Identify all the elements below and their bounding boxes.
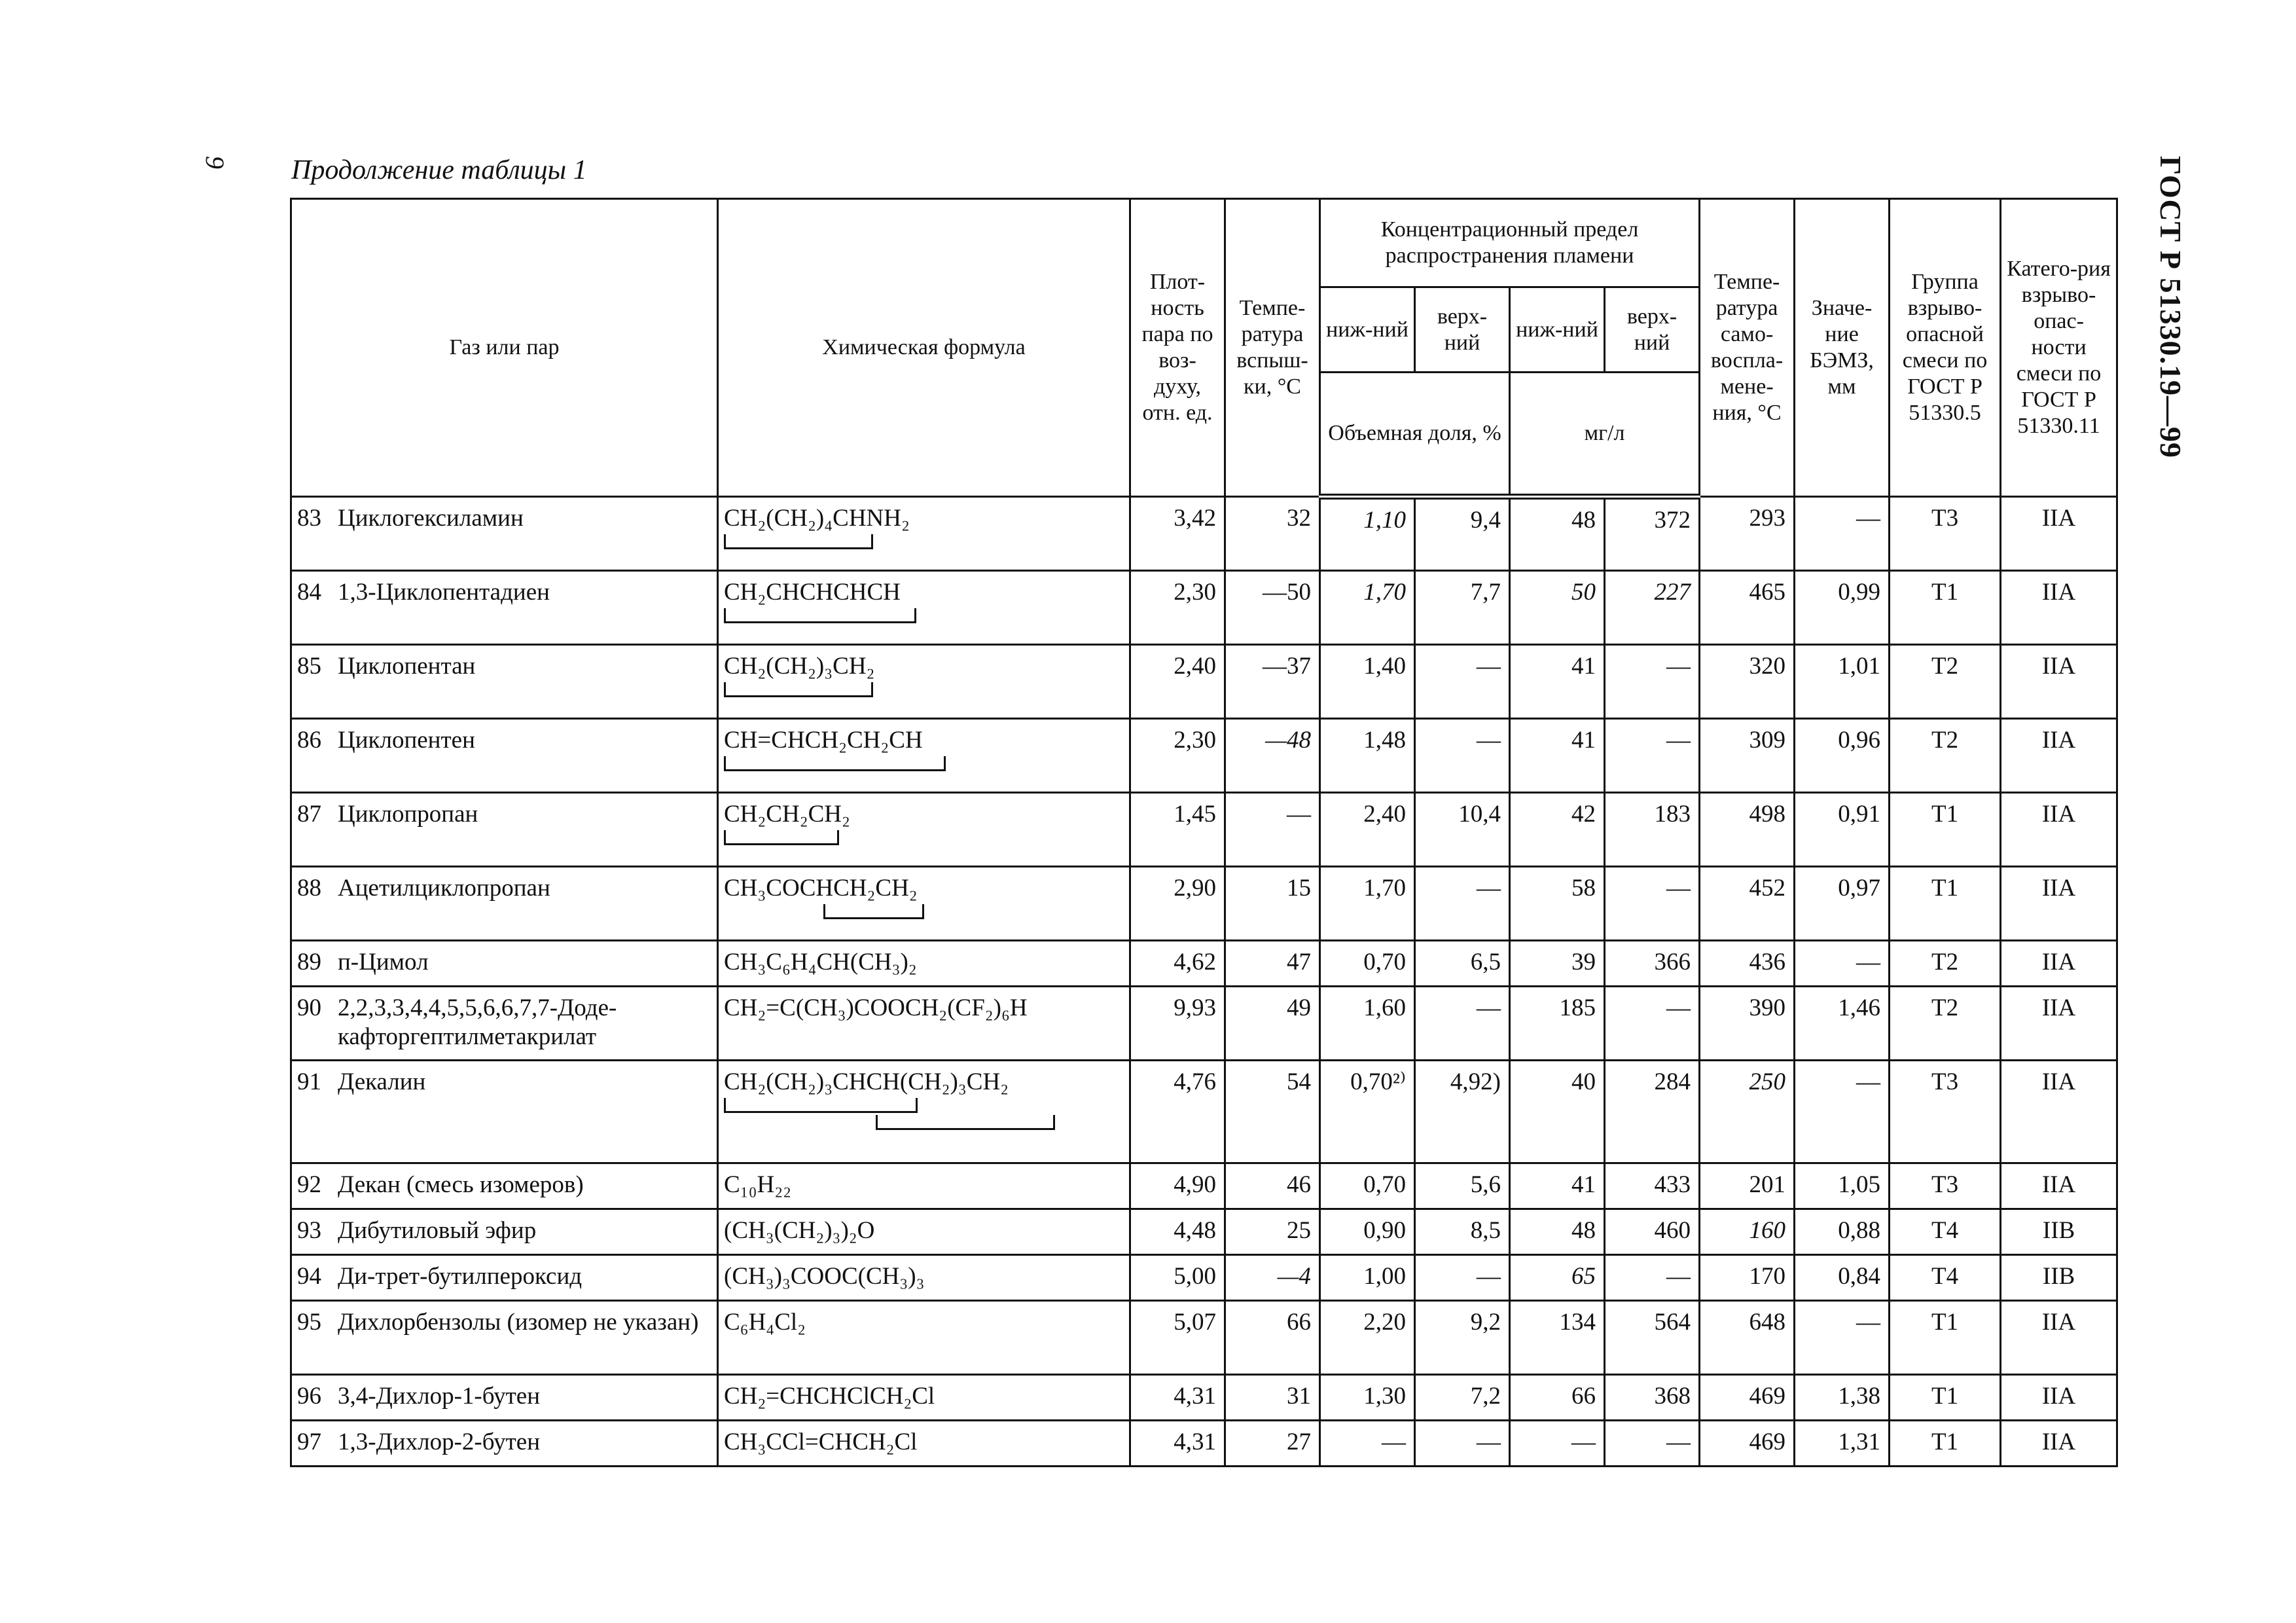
cell-uv: 5,6	[1415, 1163, 1510, 1209]
cell-bemz: 1,05	[1795, 1163, 1890, 1209]
chemical-formula: CH₂(CH₂)₄CHNH₂	[724, 505, 910, 532]
table-row	[291, 1421, 2117, 1467]
row-number: 83	[297, 505, 321, 532]
gas-name: Дихлорбензолы (изомер не указан)	[338, 1309, 699, 1336]
cell-cat: IIA	[2001, 1163, 2117, 1209]
cell-um: 368	[1605, 1375, 1700, 1421]
cell-ai: 250	[1700, 1061, 1795, 1163]
cell-cat: IIA	[2001, 793, 2117, 867]
row-number: 92	[297, 1171, 321, 1198]
gas-name-cell	[291, 1061, 718, 1163]
cell-um: —	[1605, 1421, 1700, 1467]
chemical-formula: CH₂=C(CH₃)COOCH₂(CF₂)₆H	[724, 994, 1028, 1021]
cell-ai: 293	[1700, 497, 1795, 571]
gas-name: Декалин	[338, 1068, 426, 1095]
header-category: Катего-рия взрыво-опас-ности смеси по ГОСТ Р 51330.11	[2001, 199, 2117, 497]
ring-bond-line	[724, 607, 1124, 624]
cell-flash: —50	[1225, 571, 1320, 645]
table-row	[291, 867, 2117, 941]
chemical-formula: CH₃COCHCH₂CH₂	[724, 875, 918, 902]
gas-name: Циклопропан	[338, 801, 478, 828]
cell-uv: 7,7	[1415, 571, 1510, 645]
cell-lv: 1,60	[1320, 987, 1415, 1061]
cell-flash: 15	[1225, 867, 1320, 941]
cell-ai: 469	[1700, 1375, 1795, 1421]
cell-lm: 40	[1510, 1061, 1605, 1163]
cell-uv: —	[1415, 1421, 1510, 1467]
cell-group: T1	[1890, 793, 2001, 867]
chemical-formula: CH₂CH₂CH₂	[724, 801, 850, 828]
table-row	[291, 1255, 2117, 1301]
cell-density: 4,31	[1130, 1375, 1225, 1421]
cell-lm: 39	[1510, 941, 1605, 987]
cell-bemz: 0,96	[1795, 719, 1890, 793]
chemical-formula: CH₃C₆H₄CH(CH₃)₂	[724, 949, 917, 976]
cell-cat: IIA	[2001, 941, 2117, 987]
cell-lm: 65	[1510, 1255, 1605, 1301]
cell-uv: 9,2	[1415, 1301, 1510, 1375]
cell-lm: 41	[1510, 719, 1605, 793]
header-lower-mgl: ниж-ний	[1510, 287, 1605, 373]
cell-lm: 48	[1510, 497, 1605, 571]
cell-um: 227	[1605, 571, 1700, 645]
cell-group: T4	[1890, 1255, 2001, 1301]
gas-name-cell	[291, 1301, 718, 1375]
cell-flash: 32	[1225, 497, 1320, 571]
cell-bemz: 0,97	[1795, 867, 1890, 941]
cell-ai: 160	[1700, 1209, 1795, 1255]
row-number: 91	[297, 1068, 321, 1095]
document-code: ГОСТ Р 51330.19—99	[2154, 156, 2187, 458]
cell-cat: IIA	[2001, 1375, 2117, 1421]
gas-properties-table	[290, 198, 2118, 1467]
cell-flash: 66	[1225, 1301, 1320, 1375]
gas-name-cell	[291, 1163, 718, 1209]
cell-group: T2	[1890, 941, 2001, 987]
header-lower-vol: ниж-ний	[1320, 287, 1415, 373]
cell-ai: 498	[1700, 793, 1795, 867]
row-number: 96	[297, 1383, 321, 1410]
cell-lv: 1,00	[1320, 1255, 1415, 1301]
cell-bemz: 0,99	[1795, 571, 1890, 645]
cell-cat: IIA	[2001, 719, 2117, 793]
table-row	[291, 719, 2117, 793]
ring-bond-line	[724, 903, 1124, 920]
gas-name-cell	[291, 941, 718, 987]
cell-group: T3	[1890, 1061, 2001, 1163]
cell-lm: 41	[1510, 645, 1605, 719]
cell-flash: —48	[1225, 719, 1320, 793]
cell-density: 4,31	[1130, 1421, 1225, 1467]
header-density: Плот-ность пара по воз-духу, отн. ед.	[1130, 199, 1225, 497]
gas-name-cell	[291, 987, 718, 1061]
cell-bemz: 1,01	[1795, 645, 1890, 719]
chemical-formula-cell	[718, 1421, 1130, 1467]
table-row	[291, 987, 2117, 1061]
gas-name: Декан (смесь изомеров)	[338, 1171, 584, 1198]
row-number: 95	[297, 1309, 321, 1336]
cell-density: 9,93	[1130, 987, 1225, 1061]
header-gas: Газ или пар	[291, 199, 718, 497]
cell-um: 433	[1605, 1163, 1700, 1209]
cell-flash: —4	[1225, 1255, 1320, 1301]
cell-flash: 25	[1225, 1209, 1320, 1255]
header-mg-per-liter: мг/л	[1510, 373, 1700, 497]
cell-lv: 0,90	[1320, 1209, 1415, 1255]
cell-group: T3	[1890, 1163, 2001, 1209]
cell-lv: 2,20	[1320, 1301, 1415, 1375]
cell-uv: 4,92)	[1415, 1061, 1510, 1163]
chemical-formula-cell	[718, 1255, 1130, 1301]
cell-lm: 66	[1510, 1375, 1605, 1421]
table-row	[291, 1163, 2117, 1209]
cell-bemz: —	[1795, 1301, 1890, 1375]
cell-um: 366	[1605, 941, 1700, 987]
cell-density: 5,07	[1130, 1301, 1225, 1375]
cell-flash: 31	[1225, 1375, 1320, 1421]
cell-lv: 1,48	[1320, 719, 1415, 793]
cell-lv: 1,70	[1320, 571, 1415, 645]
chemical-formula-cell	[718, 497, 1130, 571]
row-number: 97	[297, 1429, 321, 1455]
cell-density: 4,48	[1130, 1209, 1225, 1255]
cell-ai: 309	[1700, 719, 1795, 793]
row-number: 93	[297, 1217, 321, 1244]
chemical-formula-cell	[718, 867, 1130, 941]
row-number: 86	[297, 727, 321, 754]
table-row	[291, 941, 2117, 987]
cell-density: 5,00	[1130, 1255, 1225, 1301]
table-row	[291, 1209, 2117, 1255]
gas-name: Циклогексиламин	[338, 505, 524, 532]
gas-name: 3,4-Дихлор-1-бутен	[338, 1383, 541, 1410]
cell-uv: 10,4	[1415, 793, 1510, 867]
row-number: 89	[297, 949, 321, 976]
cell-cat: IIA	[2001, 497, 2117, 571]
cell-group: T2	[1890, 645, 2001, 719]
cell-density: 2,40	[1130, 645, 1225, 719]
cell-bemz: —	[1795, 1061, 1890, 1163]
cell-cat: IIA	[2001, 571, 2117, 645]
cell-ai: 436	[1700, 941, 1795, 987]
cell-lm: 48	[1510, 1209, 1605, 1255]
ring-bond-line	[724, 1114, 1124, 1131]
cell-um: 284	[1605, 1061, 1700, 1163]
table-row	[291, 571, 2117, 645]
chemical-formula-cell	[718, 987, 1130, 1061]
cell-ai: 648	[1700, 1301, 1795, 1375]
chemical-formula-cell	[718, 1163, 1130, 1209]
table-continuation-label: Продолжение таблицы 1	[291, 155, 587, 185]
cell-lm: 58	[1510, 867, 1605, 941]
cell-cat: IIA	[2001, 987, 2117, 1061]
cell-um: 564	[1605, 1301, 1700, 1375]
gas-name-cell	[291, 1421, 718, 1467]
table-row	[291, 497, 2117, 571]
cell-cat: IIB	[2001, 1255, 2117, 1301]
cell-bemz: —	[1795, 497, 1890, 571]
cell-flash: 49	[1225, 987, 1320, 1061]
row-number: 84	[297, 579, 321, 606]
cell-group: T1	[1890, 1375, 2001, 1421]
cell-lv: —	[1320, 1421, 1415, 1467]
cell-flash: 46	[1225, 1163, 1320, 1209]
cell-group: T1	[1890, 867, 2001, 941]
cell-bemz: 0,91	[1795, 793, 1890, 867]
cell-group: T2	[1890, 719, 2001, 793]
cell-flash: —37	[1225, 645, 1320, 719]
cell-flash: 54	[1225, 1061, 1320, 1163]
cell-um: 460	[1605, 1209, 1700, 1255]
cell-lm: 185	[1510, 987, 1605, 1061]
cell-lv: 2,40	[1320, 793, 1415, 867]
gas-name: Дибутиловый эфир	[338, 1217, 537, 1244]
ring-bond-line	[724, 829, 1124, 846]
chemical-formula-cell	[718, 941, 1130, 987]
gas-name-cell	[291, 867, 718, 941]
chemical-formula: CH₃CCl=CHCH₂Cl	[724, 1429, 918, 1455]
cell-ai: 390	[1700, 987, 1795, 1061]
gas-name: Циклопентен	[338, 727, 475, 754]
row-number: 94	[297, 1263, 321, 1290]
cell-um: —	[1605, 645, 1700, 719]
cell-density: 4,76	[1130, 1061, 1225, 1163]
gas-name-cell	[291, 719, 718, 793]
cell-group: T2	[1890, 987, 2001, 1061]
cell-group: T4	[1890, 1209, 2001, 1255]
gas-name: Ди-трет-бутилпероксид	[338, 1263, 583, 1290]
chemical-formula: CH₂=CHCHClCH₂Cl	[724, 1383, 935, 1410]
cell-uv: —	[1415, 1255, 1510, 1301]
cell-uv: —	[1415, 987, 1510, 1061]
cell-lv: 0,70	[1320, 941, 1415, 987]
cell-cat: IIA	[2001, 1421, 2117, 1467]
cell-lm: 134	[1510, 1301, 1605, 1375]
cell-lm: 41	[1510, 1163, 1605, 1209]
table-row	[291, 793, 2117, 867]
cell-bemz: 1,46	[1795, 987, 1890, 1061]
table-row	[291, 1061, 2117, 1163]
cell-uv: 7,2	[1415, 1375, 1510, 1421]
header-concentration-limits: Концентрационный предел распространения пламени	[1320, 199, 1700, 287]
cell-lv: 1,30	[1320, 1375, 1415, 1421]
table-row	[291, 1301, 2117, 1375]
cell-um: —	[1605, 987, 1700, 1061]
cell-bemz: 0,88	[1795, 1209, 1890, 1255]
chemical-formula-cell	[718, 1061, 1130, 1163]
cell-lm: 50	[1510, 571, 1605, 645]
chemical-formula-cell	[718, 793, 1130, 867]
cell-bemz: 0,84	[1795, 1255, 1890, 1301]
cell-density: 4,62	[1130, 941, 1225, 987]
gas-name-cell	[291, 1255, 718, 1301]
ring-bond-line	[724, 755, 1124, 772]
cell-cat: IIA	[2001, 645, 2117, 719]
gas-name: Циклопентан	[338, 653, 476, 680]
gas-name-cell	[291, 1375, 718, 1421]
cell-group: T1	[1890, 1421, 2001, 1467]
row-number: 85	[297, 653, 321, 680]
chemical-formula-cell	[718, 1375, 1130, 1421]
cell-um: —	[1605, 867, 1700, 941]
cell-density: 2,30	[1130, 571, 1225, 645]
cell-um: 183	[1605, 793, 1700, 867]
cell-lv: 1,70	[1320, 867, 1415, 941]
gas-name-cell	[291, 497, 718, 571]
cell-uv: —	[1415, 645, 1510, 719]
cell-density: 1,45	[1130, 793, 1225, 867]
chemical-formula: C₁₀H₂₂	[724, 1171, 791, 1198]
row-number: 87	[297, 801, 321, 828]
gas-name: 1,3-Циклопентадиен	[338, 579, 550, 606]
cell-lv: 1,40	[1320, 645, 1415, 719]
cell-group: T1	[1890, 571, 2001, 645]
gas-name-cell	[291, 793, 718, 867]
cell-group: T3	[1890, 497, 2001, 571]
gas-name: 2,2,3,3,4,4,5,5,6,6,7,7-Доде-кафторгептилметакрилат	[338, 994, 617, 1050]
cell-uv: —	[1415, 719, 1510, 793]
cell-uv: 9,4	[1415, 497, 1510, 571]
header-autoignition: Темпе-ратура само-воспла-мене-ния, °C	[1700, 199, 1795, 497]
chemical-formula-cell	[718, 719, 1130, 793]
page-number: 9	[200, 156, 230, 169]
chemical-formula: C₆H₄Cl₂	[724, 1309, 806, 1336]
chemical-formula: CH₂(CH₂)₃CHCH(CH₂)₃CH₂	[724, 1068, 1009, 1095]
header-bemz: Значе-ние БЭМЗ, мм	[1795, 199, 1890, 497]
cell-lv: 0,70	[1320, 1163, 1415, 1209]
cell-bemz: 1,38	[1795, 1375, 1890, 1421]
cell-lv: 0,70²⁾	[1320, 1061, 1415, 1163]
cell-uv: —	[1415, 867, 1510, 941]
cell-uv: 6,5	[1415, 941, 1510, 987]
cell-density: 2,90	[1130, 867, 1225, 941]
cell-ai: 469	[1700, 1421, 1795, 1467]
gas-name-cell	[291, 645, 718, 719]
cell-cat: IIA	[2001, 1061, 2117, 1163]
chemical-formula: CH₂(CH₂)₃CH₂	[724, 653, 875, 680]
cell-cat: IIA	[2001, 867, 2117, 941]
cell-flash: —	[1225, 793, 1320, 867]
cell-uv: 8,5	[1415, 1209, 1510, 1255]
cell-cat: IIA	[2001, 1301, 2117, 1375]
cell-ai: 465	[1700, 571, 1795, 645]
cell-cat: IIB	[2001, 1209, 2117, 1255]
cell-ai: 170	[1700, 1255, 1795, 1301]
gas-name: п-Цимол	[338, 949, 429, 976]
table-row	[291, 1375, 2117, 1421]
ring-bond-line	[724, 1097, 1124, 1114]
gas-name-cell	[291, 1209, 718, 1255]
cell-density: 3,42	[1130, 497, 1225, 571]
cell-density: 4,90	[1130, 1163, 1225, 1209]
header-upper-mgl: верх-ний	[1605, 287, 1700, 373]
chemical-formula: CH=CHCH₂CH₂CH	[724, 727, 923, 754]
chemical-formula-cell	[718, 645, 1130, 719]
gas-name: 1,3-Дихлор-2-бутен	[338, 1429, 541, 1455]
cell-lv: 1,10	[1320, 497, 1415, 571]
cell-um: —	[1605, 1255, 1700, 1301]
row-number: 90	[297, 994, 321, 1021]
ring-bond-line	[724, 533, 1124, 550]
cell-flash: 27	[1225, 1421, 1320, 1467]
gas-name-cell	[291, 571, 718, 645]
cell-lm: —	[1510, 1421, 1605, 1467]
cell-lm: 42	[1510, 793, 1605, 867]
cell-bemz: 1,31	[1795, 1421, 1890, 1467]
chemical-formula: (CH₃)₃COOC(CH₃)₃	[724, 1263, 925, 1290]
chemical-formula-cell	[718, 1301, 1130, 1375]
ring-bond-line	[724, 681, 1124, 698]
chemical-formula: CH₂CHCHCHCH	[724, 579, 901, 606]
cell-density: 2,30	[1130, 719, 1225, 793]
cell-um: 372	[1605, 497, 1700, 571]
header-volume-fraction: Объемная доля, %	[1320, 373, 1510, 497]
header-upper-vol: верх-ний	[1415, 287, 1510, 373]
cell-flash: 47	[1225, 941, 1320, 987]
gas-name: Ацетилциклопропан	[338, 875, 550, 902]
header-flash-point: Темпе-ратура вспыш-ки, °C	[1225, 199, 1320, 497]
cell-ai: 320	[1700, 645, 1795, 719]
chemical-formula-cell	[718, 571, 1130, 645]
chemical-formula-cell	[718, 1209, 1130, 1255]
cell-bemz: —	[1795, 941, 1890, 987]
cell-group: T1	[1890, 1301, 2001, 1375]
row-number: 88	[297, 875, 321, 902]
header-mixture-group: Группа взрыво-опасной смеси по ГОСТ Р 51330.5	[1890, 199, 2001, 497]
cell-ai: 201	[1700, 1163, 1795, 1209]
cell-ai: 452	[1700, 867, 1795, 941]
table-row	[291, 645, 2117, 719]
chemical-formula: (CH₃(CH₂)₃)₂O	[724, 1217, 875, 1244]
cell-um: —	[1605, 719, 1700, 793]
header-formula: Химическая формула	[718, 199, 1130, 497]
